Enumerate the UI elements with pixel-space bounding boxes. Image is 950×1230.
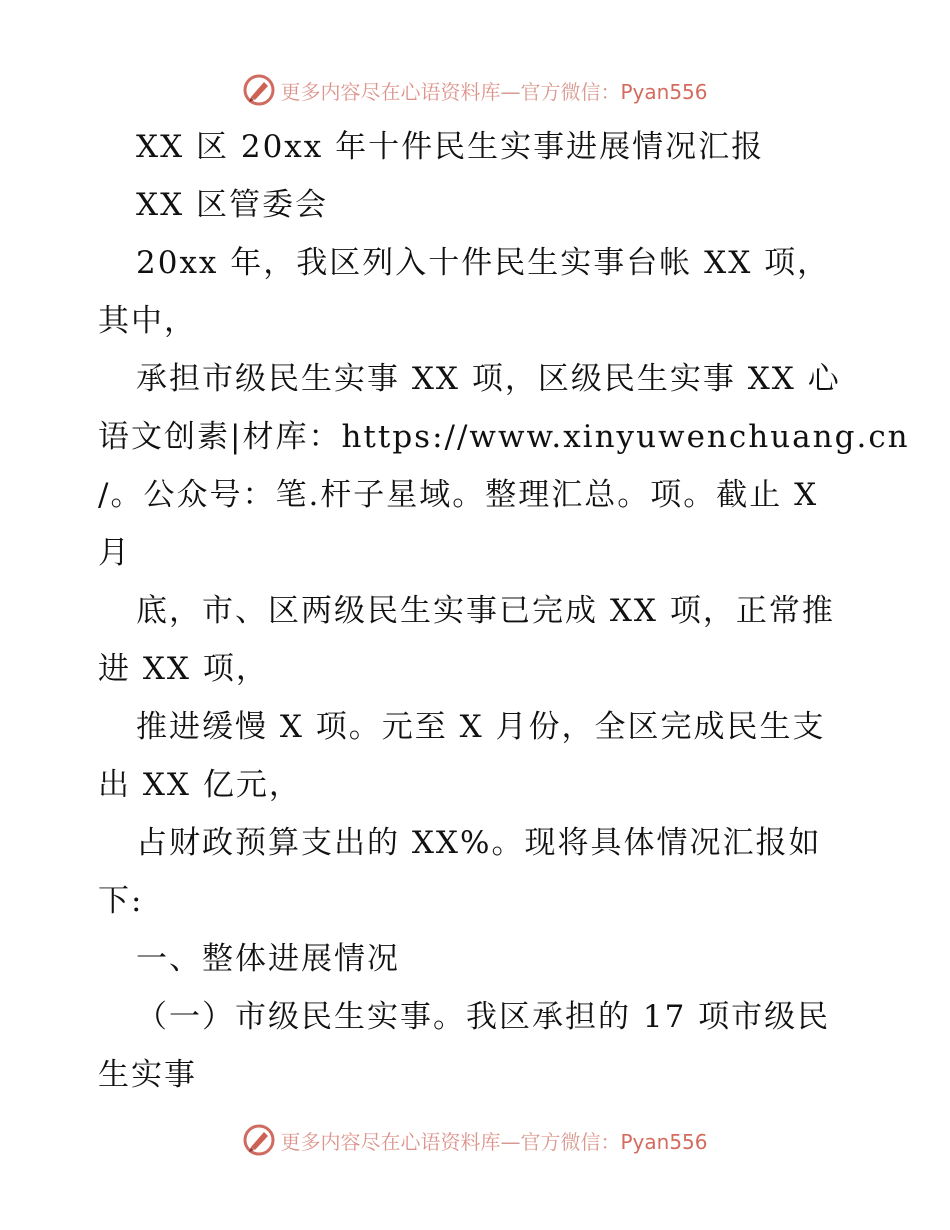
doc-line: 20xx 年，我区列入十件民生实事台帐 XX 项， [136, 245, 831, 281]
banner-main-text: 更多内容尽在心语资料库 [280, 1129, 501, 1154]
doc-line: 占财政预算支出的 XX%。现将具体情况汇报如 [136, 825, 822, 861]
pen-logo-icon [242, 1123, 276, 1157]
section-heading: 一、整体进展情况 [136, 941, 400, 977]
doc-line: /。公众号：笔.杆子星域。整理汇总。项。截止 X [98, 477, 819, 513]
banner-dash: — [500, 79, 521, 104]
doc-line: 进 XX 项， [98, 651, 269, 687]
banner-wechat-id: Pyan556 [620, 1129, 708, 1154]
doc-line: 承担市级民生实事 XX 项，区级民生实事 XX 心 [136, 361, 841, 397]
doc-title: XX 区 20xx 年十件民生实事进展情况汇报 [136, 129, 765, 165]
banner-dash: — [500, 1129, 521, 1154]
banner-text [280, 76, 707, 105]
doc-line: （一）市级民生实事。我区承担的 17 项市级民 [136, 999, 831, 1035]
doc-line: 推进缓慢 X 项。元至 X 月份，全区完成民生支 [136, 709, 826, 745]
banner-wechat-id: Pyan556 [620, 79, 708, 104]
doc-author: XX 区管委会 [136, 187, 328, 223]
banner-main-text: 更多内容尽在心语资料库 [280, 79, 501, 104]
banner-wechat-label: 官方微信： [520, 1129, 621, 1154]
header-watermark-banner [0, 70, 950, 110]
banner-text [280, 1126, 707, 1155]
document-body [98, 118, 910, 1104]
doc-line: 下: [98, 883, 144, 919]
doc-line: 生实事 [98, 1057, 197, 1093]
doc-line: 其中， [98, 303, 197, 339]
doc-line: 出 XX 亿元， [98, 767, 302, 803]
doc-line: 语文创素|材库：https://www.xinyuwenchuang.cn [98, 419, 910, 455]
doc-line: 底，市、区两级民生实事已完成 XX 项，正常推 [136, 593, 835, 629]
banner-wechat-label: 官方微信： [520, 79, 621, 104]
doc-line: 月 [98, 535, 131, 571]
footer-watermark-banner [0, 1120, 950, 1160]
pen-logo-icon [242, 73, 276, 107]
